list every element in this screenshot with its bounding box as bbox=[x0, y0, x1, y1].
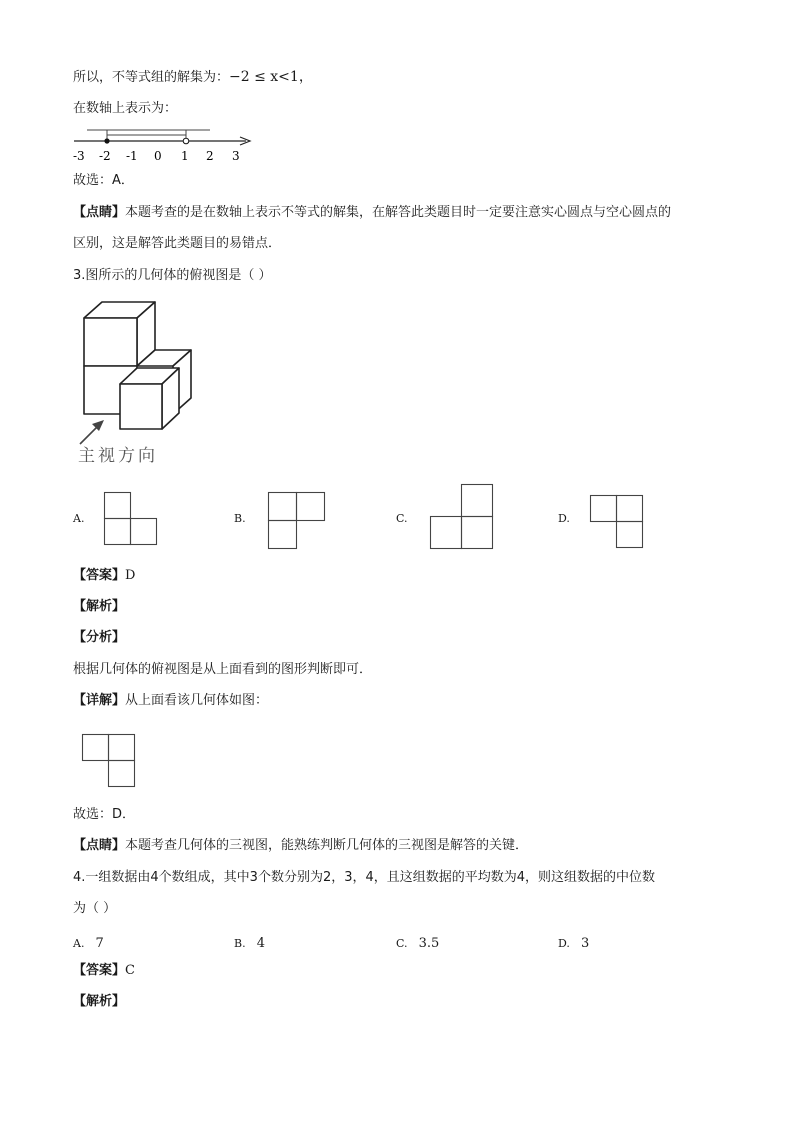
q3-detail-text: 从上面看该几何体如图： bbox=[125, 693, 269, 708]
q4-option-d[interactable] bbox=[558, 932, 589, 951]
q3-option-c-label[interactable]: C. bbox=[396, 512, 408, 525]
q3-answer-value: D bbox=[125, 568, 136, 583]
q2-comment-line1 bbox=[73, 204, 671, 222]
q3-choose: 故选：D． bbox=[73, 807, 136, 822]
tick-label: 3 bbox=[232, 149, 240, 163]
q4-option-c-label: C. bbox=[396, 937, 408, 950]
q4-option-c[interactable] bbox=[396, 932, 439, 951]
q3-comment-text: 本题考查几何体的三视图，能熟练判断几何体的三视图是解答的关键． bbox=[125, 838, 529, 853]
cube-front-face bbox=[120, 384, 162, 429]
tick-label: -1 bbox=[126, 149, 138, 163]
q3-answer-tag: 【答案】 bbox=[73, 568, 126, 583]
q4-analysis-tag: 【解析】 bbox=[73, 994, 126, 1009]
q3-detail bbox=[73, 692, 268, 710]
q3-answer bbox=[73, 567, 135, 585]
tick-label: 1 bbox=[181, 149, 189, 163]
q4-option-c-value: 3.5 bbox=[418, 936, 440, 951]
q3-figure-caption: 主视方向 bbox=[78, 446, 158, 466]
q3-comment bbox=[73, 837, 528, 855]
tick-label: -2 bbox=[99, 149, 111, 163]
tick-label: -3 bbox=[73, 149, 85, 163]
q3-option-a-figure[interactable] bbox=[104, 492, 158, 547]
tick-label: 0 bbox=[154, 149, 162, 163]
q3-analysis-tag: 【解析】 bbox=[73, 599, 126, 614]
q2-numberline-intro: 在数轴上表示为： bbox=[73, 101, 178, 116]
q4-question-line1: 4.一组数据由4个数组成，其中3个数分别为2，3，4，且这组数据的平均数为4，则这组数据的中位数 bbox=[73, 870, 656, 885]
q2-comment-tag: 【点睛】 bbox=[73, 205, 126, 220]
q3-option-a-label[interactable]: A. bbox=[73, 512, 85, 525]
q3-analysis-sub-tag: 【分析】 bbox=[73, 630, 126, 645]
hollow-point-1 bbox=[183, 138, 189, 144]
q3-top-view-figure bbox=[82, 734, 136, 789]
solid-point-minus2 bbox=[104, 138, 109, 143]
q2-choose: 故选：A． bbox=[73, 173, 134, 188]
number-line-figure bbox=[70, 124, 260, 164]
q3-option-c-figure[interactable] bbox=[430, 484, 494, 550]
q3-solid-figure bbox=[76, 296, 206, 466]
q3-question: 3.图所示的几何体的俯视图是（ ） bbox=[73, 268, 272, 283]
q4-option-d-label: D. bbox=[558, 937, 570, 950]
q3-option-b-figure[interactable] bbox=[268, 492, 326, 550]
q3-option-d-label[interactable]: D. bbox=[558, 512, 570, 525]
q4-option-b-value: 4 bbox=[256, 936, 265, 951]
q4-option-d-value: 3 bbox=[581, 936, 590, 951]
q4-option-b[interactable] bbox=[234, 932, 265, 951]
q3-option-d-figure[interactable] bbox=[590, 495, 644, 550]
q4-option-a[interactable] bbox=[73, 932, 104, 951]
q4-question-line2: 为（ ） bbox=[73, 901, 117, 916]
q4-option-a-value: 7 bbox=[95, 936, 104, 951]
q3-comment-tag: 【点睛】 bbox=[73, 838, 126, 853]
q2-solution-prefix: 所以，不等式组的解集为： bbox=[73, 70, 230, 85]
q4-answer-tag: 【答案】 bbox=[73, 963, 126, 978]
q4-answer-value: C bbox=[125, 963, 135, 978]
q3-detail-tag: 【详解】 bbox=[73, 693, 126, 708]
q2-solution-math: −2 ≤ x<1， bbox=[229, 69, 313, 85]
q3-analysis-text: 根据几何体的俯视图是从上面看到的图形判断即可． bbox=[73, 662, 373, 677]
q3-option-b-label[interactable]: B. bbox=[234, 512, 246, 525]
q4-option-a-label: A. bbox=[73, 937, 85, 950]
q2-comment-line2: 区别，这是解答此类题目的易错点． bbox=[73, 236, 282, 251]
q2-solution-line bbox=[73, 68, 313, 87]
q2-comment-text1: 本题考查的是在数轴上表示不等式的解集，在解答此类题目时一定要注意实心圆点与空心圆点的 bbox=[125, 205, 672, 220]
tick-label: 2 bbox=[206, 149, 214, 163]
q4-option-b-label: B. bbox=[234, 937, 246, 950]
cube-front-face bbox=[84, 318, 137, 366]
q4-answer bbox=[73, 962, 135, 980]
